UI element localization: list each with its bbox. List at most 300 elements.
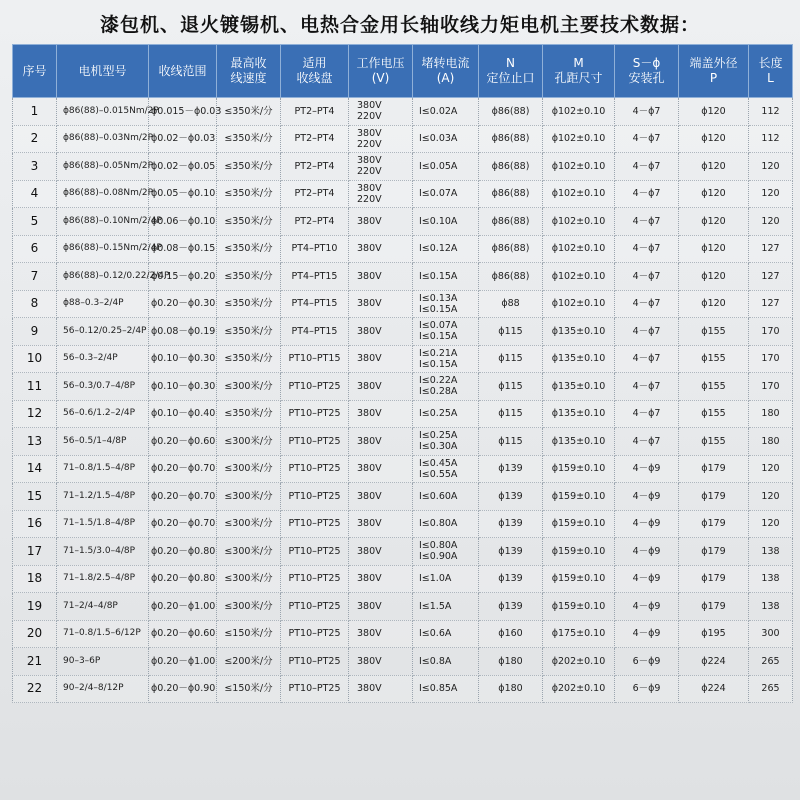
cell-speed: ≤350米/分 [217,125,281,153]
cell-n: ϕ139 [479,538,543,566]
cell-voltage [349,180,413,208]
table-row [13,538,793,566]
cell-voltage-line: 380V [357,243,382,255]
cell-current-line: I≤0.80A [419,518,458,530]
cell-l: 127 [749,235,793,263]
cell-m: ϕ159±0.10 [543,510,615,538]
cell-model: ϕ86(88)–0.10Nm/2/4P [57,208,149,236]
cell-no: 15 [13,483,57,511]
cell-m: ϕ159±0.10 [543,483,615,511]
cell-reel: PT10–PT25 [281,593,349,621]
header-line-1: N [506,56,515,70]
cell-voltage [349,373,413,401]
header-s [615,45,679,98]
cell-reel: PT2–PT4 [281,125,349,153]
header-reel [281,45,349,98]
table-row [13,290,793,318]
header-line-1: M [573,56,584,70]
cell-p: ϕ120 [679,208,749,236]
cell-s: 4－ϕ7 [615,125,679,153]
cell-no: 10 [13,345,57,373]
cell-voltage [349,345,413,373]
header-n [479,45,543,98]
cell-current-line: I≤0.8A [419,655,452,667]
cell-range: ϕ0.02－ϕ0.05 [149,153,217,181]
cell-reel: PT2–PT4 [281,208,349,236]
cell-model: 71–1.8/2.5–4/8P [57,565,149,593]
cell-speed: ≤350米/分 [217,235,281,263]
table-row [13,593,793,621]
cell-voltage-line: 380V [357,628,382,640]
cell-reel: PT4–PT15 [281,290,349,318]
cell-current [413,345,479,373]
cell-model: 71–1.5/3.0–4/8P [57,538,149,566]
cell-speed: ≤300米/分 [217,428,281,456]
table-row [13,153,793,181]
cell-no: 6 [13,235,57,263]
cell-voltage-line: 380V [357,182,382,194]
cell-speed: ≤350米/分 [217,263,281,291]
header-line-1: 序号 [22,63,47,78]
cell-s: 4－ϕ7 [615,345,679,373]
header-l [749,45,793,98]
cell-reel: PT10–PT25 [281,373,349,401]
cell-voltage-line: 380V [357,408,382,420]
header-line-1: 适用 [302,56,327,70]
cell-model: 71–0.8/1.5–4/8P [57,455,149,483]
cell-no: 13 [13,428,57,456]
cell-voltage-line: 380V [357,270,382,282]
cell-model: 90–2/4–8/12P [57,675,149,703]
cell-no: 1 [13,98,57,126]
cell-no: 2 [13,125,57,153]
cell-voltage-line: 220V [357,111,382,123]
cell-model: ϕ86(88)–0.08Nm/2P [57,180,149,208]
cell-range: ϕ0.015－ϕ0.03 [149,98,217,126]
cell-speed: ≤300米/分 [217,593,281,621]
cell-speed: ≤350米/分 [217,208,281,236]
cell-l: 138 [749,593,793,621]
cell-no: 19 [13,593,57,621]
header-line-1: 电机型号 [78,63,127,78]
table-row [13,373,793,401]
header-line-2: (A) [436,71,455,85]
cell-reel: PT10–PT25 [281,428,349,456]
cell-p: ϕ120 [679,290,749,318]
cell-voltage-line: 380V [357,463,382,475]
cell-current-line: I≤0.28A [419,386,458,398]
cell-p: ϕ120 [679,235,749,263]
cell-voltage [349,538,413,566]
cell-current-line: I≤0.07A [419,320,458,332]
cell-reel: PT10–PT25 [281,510,349,538]
cell-p: ϕ179 [679,593,749,621]
header-line-2: (V) [371,71,390,85]
cell-current-line: I≤0.45A [419,457,458,469]
cell-p: ϕ120 [679,153,749,181]
table-row [13,180,793,208]
cell-no: 21 [13,648,57,676]
cell-range: ϕ0.20－ϕ0.60 [149,620,217,648]
cell-voltage [349,483,413,511]
cell-reel: PT10–PT25 [281,483,349,511]
cell-model: ϕ86(88)–0.12/0.22/2/4P [57,263,149,291]
cell-no: 12 [13,400,57,428]
cell-current-line: I≤1.0A [419,573,452,585]
cell-n: ϕ86(88) [479,263,543,291]
cell-p: ϕ155 [679,318,749,346]
cell-l: 180 [749,400,793,428]
cell-reel: PT10–PT25 [281,400,349,428]
table-row [13,263,793,291]
cell-model: 71–0.8/1.5–6/12P [57,620,149,648]
cell-voltage-line: 380V [357,215,382,227]
cell-current-line: I≤0.6A [419,628,452,640]
cell-reel: PT4–PT10 [281,235,349,263]
cell-voltage-line: 380V [357,353,382,365]
table-row [13,98,793,126]
cell-p: ϕ155 [679,400,749,428]
cell-m: ϕ135±0.10 [543,345,615,373]
cell-speed: ≤350米/分 [217,400,281,428]
cell-model: 71–2/4–4/8P [57,593,149,621]
table-row [13,345,793,373]
cell-speed: ≤300米/分 [217,510,281,538]
cell-p: ϕ120 [679,98,749,126]
cell-n: ϕ86(88) [479,98,543,126]
cell-speed: ≤150米/分 [217,675,281,703]
cell-range: ϕ0.06－ϕ0.10 [149,208,217,236]
table-row [13,510,793,538]
cell-current [413,235,479,263]
spec-table [12,44,793,703]
cell-n: ϕ139 [479,483,543,511]
cell-model: 56–0.12/0.25–2/4P [57,318,149,346]
cell-current-line: I≤0.15A [419,303,458,315]
header-line-2: 线速度 [230,71,267,85]
cell-speed: ≤350米/分 [217,180,281,208]
cell-no: 4 [13,180,57,208]
header-line-1: 最高收 [230,56,267,70]
cell-model: ϕ86(88)–0.015Nm/2P [57,98,149,126]
cell-current [413,593,479,621]
cell-speed: ≤200米/分 [217,648,281,676]
cell-m: ϕ102±0.10 [543,98,615,126]
header-line-1: S－ϕ [632,56,661,70]
cell-l: 265 [749,675,793,703]
cell-l: 120 [749,208,793,236]
cell-no: 17 [13,538,57,566]
cell-reel: PT2–PT4 [281,180,349,208]
cell-no: 16 [13,510,57,538]
cell-voltage-line: 220V [357,193,382,205]
cell-current [413,483,479,511]
cell-voltage [349,290,413,318]
cell-current [413,428,479,456]
cell-n: ϕ115 [479,428,543,456]
header-current [413,45,479,98]
header-line-1: 堵转电流 [421,56,470,70]
cell-current [413,373,479,401]
cell-m: ϕ102±0.10 [543,290,615,318]
cell-m: ϕ175±0.10 [543,620,615,648]
cell-speed: ≤350米/分 [217,318,281,346]
cell-current [413,510,479,538]
cell-l: 120 [749,455,793,483]
cell-s: 4－ϕ9 [615,483,679,511]
cell-current-line: I≤0.21A [419,347,458,359]
table-row [13,208,793,236]
cell-m: ϕ135±0.10 [543,373,615,401]
cell-reel: PT10–PT25 [281,648,349,676]
page-title: 漆包机、退火镀锡机、电热合金用长轴收线力矩电机主要技术数据： [99,14,700,36]
cell-s: 4－ϕ7 [615,263,679,291]
table-row [13,125,793,153]
cell-current-line: I≤0.25A [419,408,458,420]
cell-current-line: I≤0.07A [419,188,458,200]
cell-voltage [349,565,413,593]
cell-m: ϕ102±0.10 [543,263,615,291]
cell-model: 56–0.5/1–4/8P [57,428,149,456]
cell-voltage-line: 220V [357,138,382,150]
cell-current [413,208,479,236]
cell-speed: ≤300米/分 [217,565,281,593]
cell-s: 4－ϕ7 [615,373,679,401]
cell-l: 120 [749,180,793,208]
header-line-2: 孔距尺寸 [554,71,603,85]
cell-voltage [349,648,413,676]
cell-current [413,620,479,648]
cell-no: 14 [13,455,57,483]
table-row [13,318,793,346]
header-line-2: 收线盘 [296,71,333,85]
cell-s: 4－ϕ9 [615,620,679,648]
cell-l: 120 [749,153,793,181]
cell-current-line: I≤0.15A [419,331,458,343]
cell-speed: ≤300米/分 [217,538,281,566]
cell-l: 112 [749,98,793,126]
cell-m: ϕ102±0.10 [543,235,615,263]
cell-s: 4－ϕ9 [615,565,679,593]
header-line-2: 安装孔 [628,71,665,85]
cell-range: ϕ0.10－ϕ0.30 [149,345,217,373]
cell-voltage-line: 380V [357,573,382,585]
cell-voltage-line: 380V [357,325,382,337]
cell-voltage-line: 380V [357,600,382,612]
cell-voltage [349,593,413,621]
cell-m: ϕ135±0.10 [543,400,615,428]
cell-voltage [349,208,413,236]
cell-voltage [349,263,413,291]
cell-m: ϕ159±0.10 [543,455,615,483]
cell-no: 20 [13,620,57,648]
cell-model: ϕ86(88)–0.03Nm/2P [57,125,149,153]
cell-m: ϕ202±0.10 [543,675,615,703]
cell-p: ϕ224 [679,675,749,703]
cell-model: 56–0.3/0.7–4/8P [57,373,149,401]
cell-p: ϕ120 [679,263,749,291]
cell-no: 5 [13,208,57,236]
cell-m: ϕ135±0.10 [543,428,615,456]
cell-p: ϕ224 [679,648,749,676]
header-line-2: P [709,71,718,85]
cell-voltage-line: 380V [357,380,382,392]
cell-reel: PT2–PT4 [281,98,349,126]
cell-no: 7 [13,263,57,291]
cell-s: 6－ϕ9 [615,675,679,703]
cell-current [413,675,479,703]
header-voltage [349,45,413,98]
cell-no: 8 [13,290,57,318]
cell-p: ϕ155 [679,345,749,373]
cell-p: ϕ179 [679,538,749,566]
cell-p: ϕ155 [679,373,749,401]
cell-current-line: I≤0.12A [419,243,458,255]
cell-n: ϕ180 [479,675,543,703]
cell-current-line: I≤0.30A [419,441,458,453]
cell-voltage-line: 380V [357,100,382,112]
cell-model: ϕ86(88)–0.05Nm/2P [57,153,149,181]
cell-m: ϕ102±0.10 [543,153,615,181]
cell-model: 56–0.6/1.2–2/4P [57,400,149,428]
cell-current-line: I≤0.85A [419,683,458,695]
cell-no: 11 [13,373,57,401]
cell-voltage [349,620,413,648]
cell-voltage-line: 380V [357,655,382,667]
cell-s: 4－ϕ7 [615,235,679,263]
cell-p: ϕ195 [679,620,749,648]
cell-m: ϕ159±0.10 [543,538,615,566]
cell-n: ϕ115 [479,373,543,401]
cell-m: ϕ102±0.10 [543,125,615,153]
cell-current-line: I≤0.13A [419,292,458,304]
cell-p: ϕ120 [679,125,749,153]
cell-l: 138 [749,538,793,566]
cell-s: 4－ϕ7 [615,428,679,456]
header-m [543,45,615,98]
cell-range: ϕ0.08－ϕ0.15 [149,235,217,263]
cell-range: ϕ0.20－ϕ0.30 [149,290,217,318]
cell-current [413,538,479,566]
cell-s: 4－ϕ7 [615,318,679,346]
cell-voltage-line: 380V [357,518,382,530]
cell-current [413,153,479,181]
cell-current-line: I≤0.55A [419,468,458,480]
table-row [13,648,793,676]
cell-reel: PT4–PT15 [281,318,349,346]
header-line-1: 端盖外径 [689,56,738,70]
cell-model: 71–1.2/1.5–4/8P [57,483,149,511]
cell-current-line: I≤0.80A [419,540,458,552]
cell-voltage [349,235,413,263]
cell-n: ϕ160 [479,620,543,648]
cell-current [413,180,479,208]
cell-range: ϕ0.05－ϕ0.10 [149,180,217,208]
table-row [13,620,793,648]
cell-no: 18 [13,565,57,593]
cell-n: ϕ180 [479,648,543,676]
cell-s: 4－ϕ7 [615,180,679,208]
cell-l: 170 [749,318,793,346]
cell-reel: PT10–PT25 [281,565,349,593]
cell-voltage-line: 380V [357,298,382,310]
cell-current-line: I≤0.25A [419,430,458,442]
cell-no: 3 [13,153,57,181]
cell-voltage [349,98,413,126]
cell-l: 180 [749,428,793,456]
cell-reel: PT2–PT4 [281,153,349,181]
cell-current-line: I≤0.90A [419,551,458,563]
cell-reel: PT10–PT25 [281,455,349,483]
cell-range: ϕ0.10－ϕ0.30 [149,373,217,401]
cell-l: 120 [749,483,793,511]
cell-m: ϕ102±0.10 [543,180,615,208]
spec-table-wrapper [12,44,792,703]
cell-no: 9 [13,318,57,346]
cell-voltage-line: 380V [357,127,382,139]
cell-reel: PT10–PT25 [281,538,349,566]
cell-voltage [349,675,413,703]
cell-n: ϕ115 [479,318,543,346]
header-row [13,45,793,98]
cell-s: 4－ϕ9 [615,510,679,538]
cell-speed: ≤300米/分 [217,455,281,483]
cell-n: ϕ86(88) [479,208,543,236]
cell-model: 56–0.3–2/4P [57,345,149,373]
header-range [149,45,217,98]
header-speed [217,45,281,98]
cell-s: 4－ϕ7 [615,98,679,126]
cell-voltage [349,125,413,153]
cell-speed: ≤350米/分 [217,98,281,126]
cell-range: ϕ0.20－ϕ0.60 [149,428,217,456]
header-line-2: L [767,71,774,85]
cell-l: 170 [749,345,793,373]
cell-voltage-line: 380V [357,683,382,695]
cell-current [413,318,479,346]
cell-s: 4－ϕ7 [615,208,679,236]
cell-current-line: I≤0.22A [419,375,458,387]
cell-voltage [349,400,413,428]
cell-range: ϕ0.20－ϕ0.80 [149,565,217,593]
cell-current [413,455,479,483]
cell-m: ϕ159±0.10 [543,565,615,593]
cell-s: 4－ϕ7 [615,400,679,428]
header-no [13,45,57,98]
cell-current-line: I≤0.10A [419,215,458,227]
cell-current [413,263,479,291]
cell-voltage-line: 220V [357,166,382,178]
cell-model: ϕ88–0.3–2/4P [57,290,149,318]
cell-current-line: I≤0.02A [419,105,458,117]
cell-l: 120 [749,510,793,538]
cell-voltage-line: 380V [357,545,382,557]
cell-voltage-line: 380V [357,155,382,167]
cell-n: ϕ86(88) [479,125,543,153]
cell-model: 90–3–6P [57,648,149,676]
cell-range: ϕ0.20－ϕ0.70 [149,510,217,538]
cell-range: ϕ0.15－ϕ0.20 [149,263,217,291]
header-p [679,45,749,98]
table-row [13,565,793,593]
header-line-1: 工作电压 [356,56,405,70]
cell-n: ϕ139 [479,593,543,621]
cell-range: ϕ0.20－ϕ0.90 [149,675,217,703]
cell-n: ϕ139 [479,510,543,538]
cell-current [413,290,479,318]
cell-range: ϕ0.20－ϕ0.70 [149,455,217,483]
cell-n: ϕ139 [479,565,543,593]
